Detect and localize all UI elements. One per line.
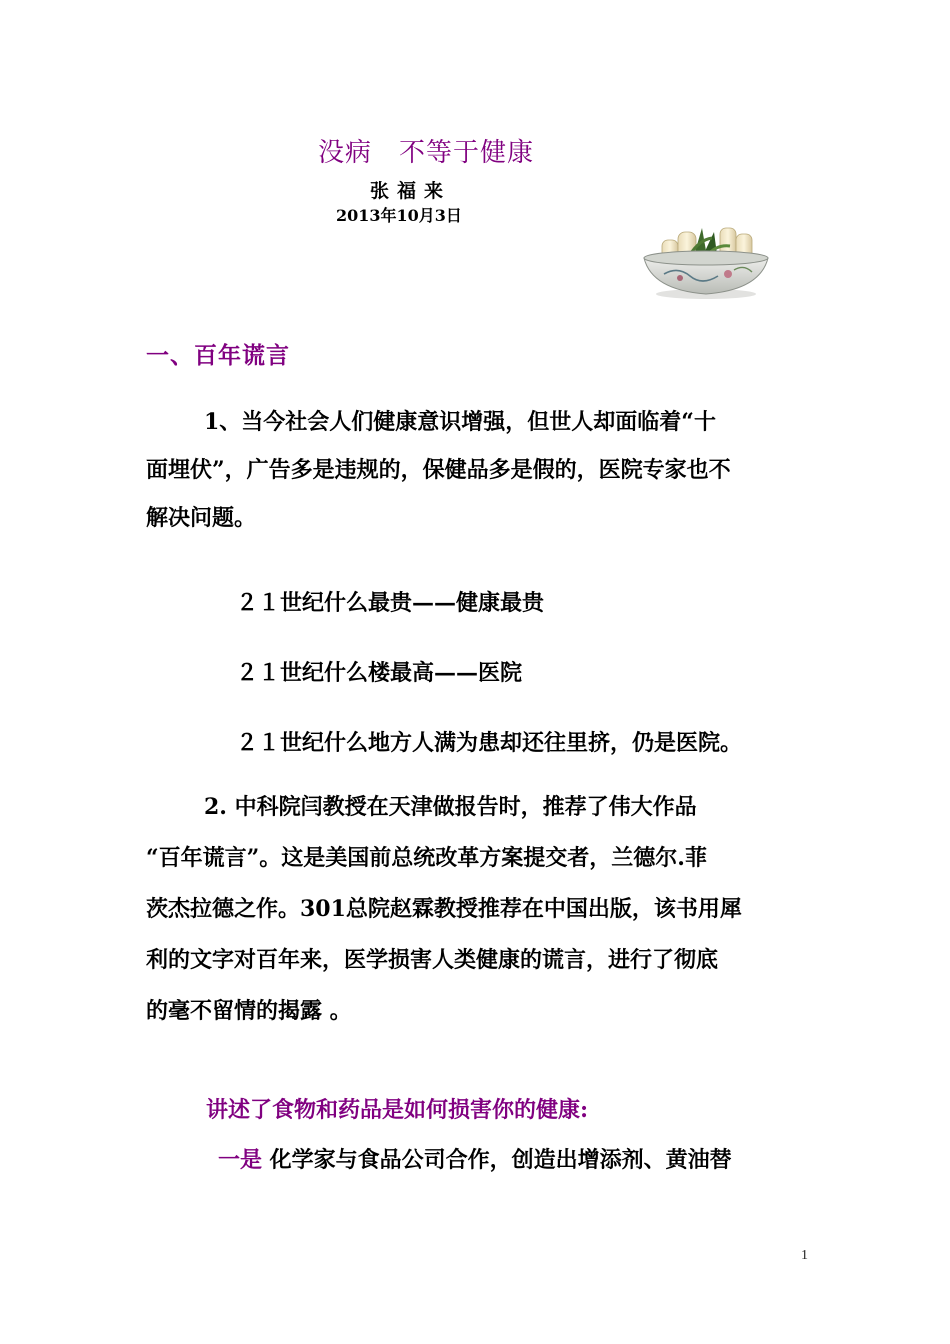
- point-1-label: 一是: [218, 1147, 263, 1173]
- author-name: 张福来: [370, 180, 452, 202]
- century-line: ２１世纪什么最贵——健康最贵: [236, 590, 545, 616]
- paragraph-1: [146, 398, 731, 542]
- paragraph-2-line: 利的文字对百年来，医学损害人类健康的谎言，进行了彻底: [146, 947, 719, 973]
- paragraph-2-line: 的毫不留情的揭露 。: [146, 998, 352, 1024]
- paragraph-1-line: 1、当今社会人们健康意识增强，但世人却面临着“十: [204, 409, 716, 435]
- subheading: 讲述了食物和药品是如何损害你的健康:: [206, 1097, 589, 1123]
- century-line: ２１世纪什么地方人满为患却还往里挤，仍是医院。: [236, 730, 743, 756]
- paragraph-1-line: 面埋伏”，广告多是违规的，保健品多是假的，医院专家也不: [146, 457, 731, 483]
- century-list: [236, 568, 742, 778]
- paragraph-1-line: 解决问题。: [146, 505, 257, 531]
- paragraph-2-line: 茨杰拉德之作。301总院赵霖教授推荐在中国出版，该书用犀: [146, 896, 742, 922]
- point-1: [218, 1136, 732, 1184]
- herbal-bowl-illustration: [638, 218, 774, 302]
- century-line: ２１世纪什么楼最高——医院: [236, 660, 523, 686]
- document-title: 没病 不等于健康: [318, 138, 535, 168]
- paragraph-2-line: 2. 中科院闫教授在天津做报告时，推荐了伟大作品: [204, 794, 697, 820]
- point-1-text: 化学家与食品公司合作，创造出增添剂、黄油替: [262, 1147, 732, 1173]
- section-heading: 一、百年谎言: [146, 342, 290, 369]
- page-number: 1: [801, 1248, 808, 1263]
- paragraph-2-line: “百年谎言”。这是美国前总统改革方案提交者，兰德尔.菲: [146, 845, 707, 871]
- document-date: 2013年10月3日: [336, 206, 462, 225]
- paragraph-2: [146, 782, 742, 1037]
